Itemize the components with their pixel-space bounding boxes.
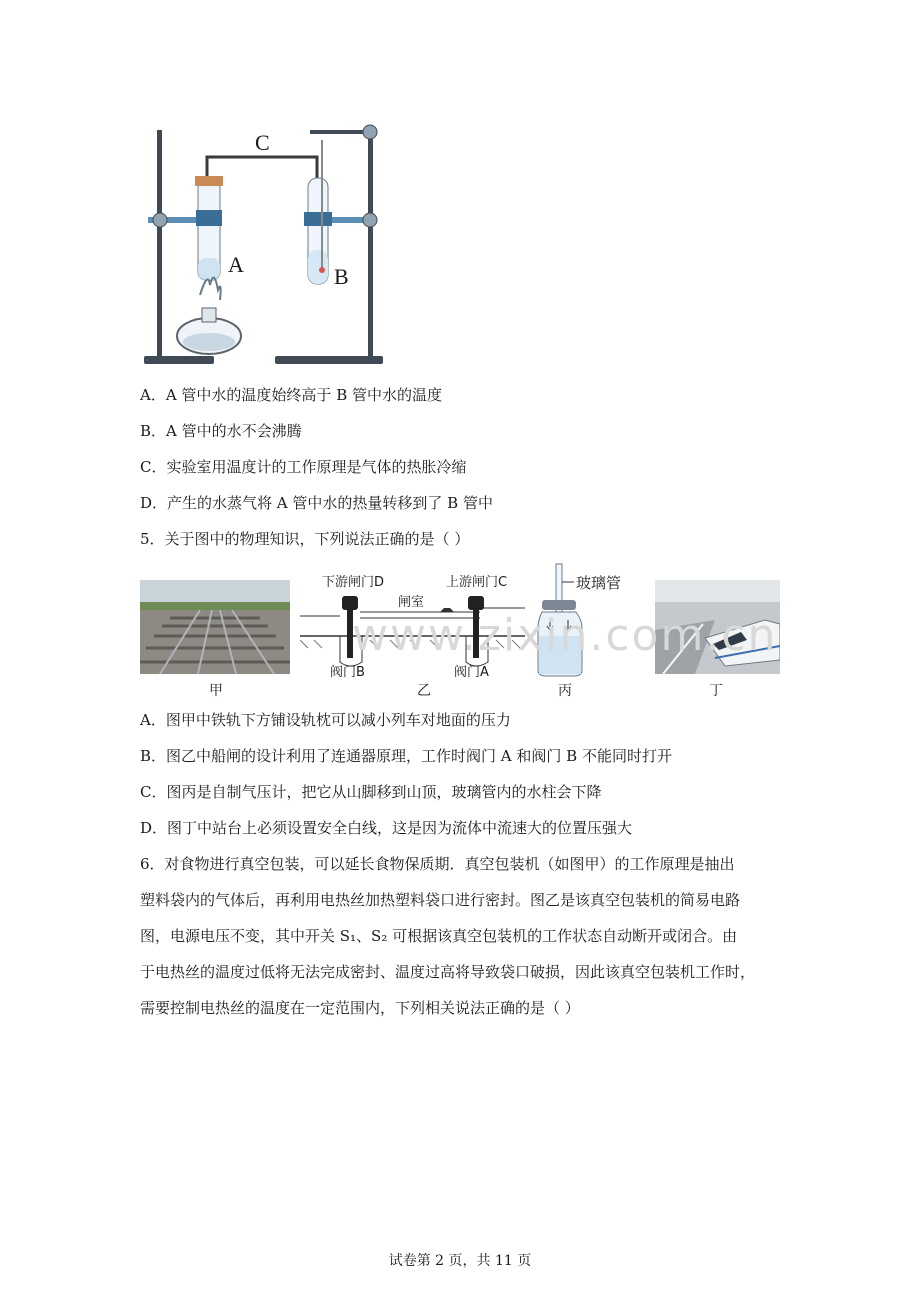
caption-ding: 丁 — [709, 683, 723, 699]
q6-line-3: 图，电源电压不变，其中开关 S₁、S₂ 可根据该真空包装机的工作状态自动断开或闭合。由 — [140, 927, 738, 945]
q5-option-c: C．图丙是自制气压计，把它从山脚移到山顶，玻璃管内的水柱会下降 — [140, 783, 602, 801]
page-footer: 试卷第 2 页，共 11 页 — [388, 1253, 532, 1269]
label-c: C — [255, 130, 270, 155]
caption-yi: 乙 — [417, 683, 431, 699]
label-glass-tube: 玻璃管 — [576, 574, 622, 592]
q6-line-4: 于电热丝的温度过低将无法完成密封、温度过高将导致袋口破损，因此该真空包装机工作时， — [140, 963, 756, 981]
watermark: www.zixin.com.cn — [352, 610, 778, 661]
q4-option-b: B．A 管中的水不会沸腾 — [140, 422, 302, 440]
q4-option-a: A．A 管中水的温度始终高于 B 管中水的温度 — [140, 386, 442, 404]
label-a: A — [228, 252, 244, 277]
q5-stem: 5．关于图中的物理知识，下列说法正确的是（ ） — [140, 530, 470, 548]
q5-option-b: B．图乙中船闸的设计利用了连通器原理，工作时阀门 A 和阀门 B 不能同时打开 — [140, 747, 672, 765]
q6-line-5: 需要控制电热丝的温度在一定范围内，下列相关说法正确的是（ ） — [140, 999, 580, 1017]
q5-option-a: A．图甲中铁轨下方铺设轨枕可以减小列车对地面的压力 — [140, 711, 511, 729]
q5-option-d: D．图丁中站台上必须设置安全白线，这是因为流体中流速大的位置压强大 — [140, 819, 633, 837]
label-valve-b: 阀门B — [330, 665, 365, 680]
caption-jia: 甲 — [209, 683, 223, 699]
caption-bing: 丙 — [558, 683, 572, 699]
label-downstream-gate: 下游闸门D — [322, 575, 385, 590]
label-chamber: 闸室 — [398, 595, 425, 610]
q6-line-1: 6．对食物进行真空包装，可以延长食物保质期．真空包装机（如图甲）的工作原理是抽出 — [140, 855, 735, 873]
q4-option-c: C．实验室用温度计的工作原理是气体的热胀冷缩 — [140, 458, 467, 476]
q6-line-2: 塑料袋内的气体后，再利用电热丝加热塑料袋口进行密封。图乙是该真空包装机的简易电路 — [140, 891, 741, 909]
apparatus-figure — [140, 120, 390, 372]
label-b: B — [334, 264, 349, 289]
q4-option-d: D．产生的水蒸气将 A 管中水的热量转移到了 B 管中 — [140, 494, 493, 512]
label-upstream-gate: 上游闸门C — [446, 575, 508, 590]
label-valve-a: 阀门A — [454, 665, 489, 680]
railway-photo — [140, 580, 290, 674]
